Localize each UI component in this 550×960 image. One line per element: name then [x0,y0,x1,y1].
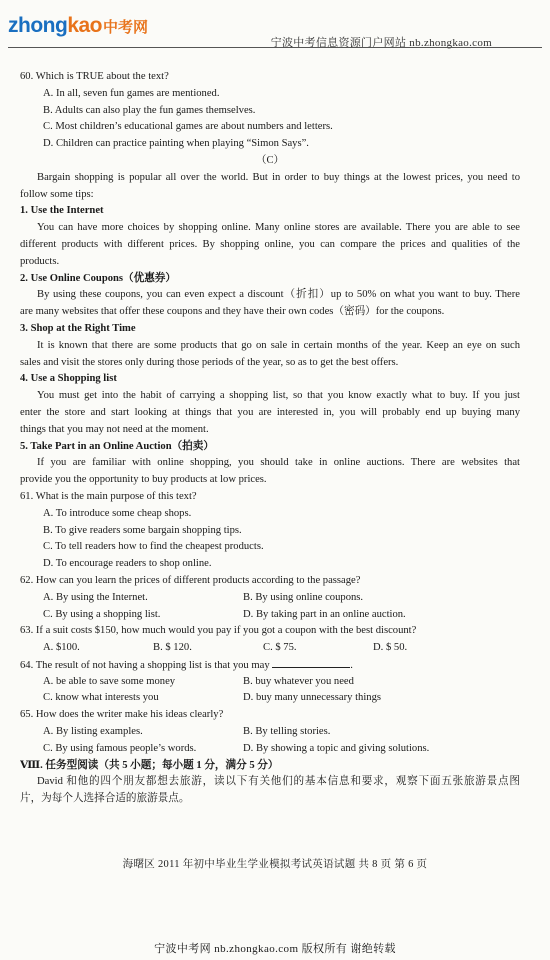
section-heading: 1. Use the Internet [20,205,104,217]
text-line: A. To introduce some cheap shops. [43,507,192,519]
text-line: A. In all, seven fun games are mentioned. [43,87,220,99]
text-line: B. Adults can also play the fun games themselves. [43,104,256,116]
option-row [20,590,520,607]
text-line: enter the store and start looking at things that you are interested in, you will probably end up buying many [20,406,520,418]
option-row [20,640,520,657]
section-heading: 2. Use Online Coupons（优惠券） [20,272,176,284]
text-line: 65. How does the writer make his ideas clearly? [20,709,224,721]
text-line: products. [20,255,60,267]
text-line: （C） [255,154,285,166]
question-text: 64. The result of not having a shopping list is that you may [20,659,270,671]
option-text: A. By listing examples. [43,726,143,738]
text-line: By using these coupons, you can even expect a discount（折扣）up to 50% on what you want to buy. There [37,289,520,301]
section-heading: 4. Use a Shopping list [20,373,117,385]
option-row [20,724,520,741]
answer-blank [272,657,350,668]
text-line: 63. If a suit costs $150, how much would you pay if you got a coupon with the best discount? [20,625,417,637]
text-line: 60. Which is TRUE about the text? [20,71,169,82]
text-line: follow some tips: [20,188,94,200]
text-line [20,657,520,674]
option-row [20,741,520,758]
text-line: D. To encourage readers to shop online. [43,558,212,570]
text-line: C. Most children’s educational games are about numbers and letters. [43,121,333,133]
header-divider [8,47,542,48]
text-line: If you are familiar with online shopping, you should take in online auctions. There are websites that [37,457,520,469]
option-text: A. $100. [43,642,80,654]
text-line: 片，为每个人选择合适的旅游景点。 [20,793,190,805]
text-line: provide you the opportunity to buy products at low prices. [20,474,267,486]
text-line: You must get into the habit of carrying a shopping list, so that you know exactly what to buy. If you just [37,390,520,402]
text-line: David 和他的四个朋友都想去旅游，读以下有关他们的基本信息和要求，观察下面五张旅游景点图 [37,776,520,788]
option-text: B. By using online coupons. [243,591,364,603]
section-heading: Ⅷ. 任务型阅读（共 5 小题；每小题 1 分，满分 5 分） [20,759,279,771]
site-header [0,0,550,48]
text-line: 62. How can you learn the prices of different products according to the passage? [20,574,361,586]
period: . [350,659,353,671]
text-line: It is known that there are some products that go on sale in certain months of the year. Keep an eye on such [37,339,520,351]
site-info: 宁波中考信息资源门户网站 nb.zhongkao.com [270,37,492,49]
option-text: D. buy many unnecessary things [243,692,381,704]
option-text: B. By telling stories. [243,726,331,738]
option-text: C. By using famous people’s words. [43,742,197,754]
text-line: You can have more choices by shopping online. Many online stores are available. There you are able to see [37,222,520,234]
text-line: sales and visit the stores only during those periods of the year, so as to get the best offers. [20,356,399,368]
option-text: D. By taking part in an online auction. [243,608,406,620]
option-text: A. By using the Internet. [43,591,148,603]
text-line: B. To give readers some bargain shopping tips. [43,524,242,536]
site-logo[interactable]: zhongkao中考网 [8,14,149,37]
section-heading: 3. Shop at the Right Time [20,322,136,334]
option-text: C. $ 75. [263,642,297,654]
text-line: Bargain shopping is popular all over the world. But in order to buy things at the lowest prices, you need to [37,171,520,183]
text-line: are many websites that offer these coupons and they have their own codes（密码）for the coupons. [20,306,445,318]
option-text: A. be able to save some money [43,675,176,687]
option-text: B. buy whatever you need [243,675,354,687]
option-text: D. $ 50. [373,642,408,654]
text-line: different products with different prices. By shopping online, you can compare the prices and qualities of the [20,238,520,250]
site-footer: 宁波中考网 nb.zhongkao.com 版权所有 谢绝转载 [154,943,396,955]
option-text: B. $ 120. [153,642,192,654]
text-line: C. To tell readers how to find the cheapest products. [43,541,264,553]
option-row [20,674,520,691]
option-row [20,607,520,624]
text-line: 61. What is the main purpose of this text? [20,490,197,502]
option-text: C. know what interests you [43,692,159,704]
page-footer: 海曙区 2011 年初中毕业生学业模拟考试英语试题 共 8 页 第 6 页 [122,859,428,870]
text-line: things that you may not need at the moment. [20,423,209,435]
section-heading: 5. Take Part in an Online Auction（拍卖） [20,440,214,452]
text-line: D. Children can practice painting when playing “Simon Says”. [43,138,309,150]
option-text: C. By using a shopping list. [43,608,161,620]
option-text: D. By showing a topic and giving solutions. [243,742,430,754]
option-row [20,690,520,707]
exam-page-content [20,69,520,808]
